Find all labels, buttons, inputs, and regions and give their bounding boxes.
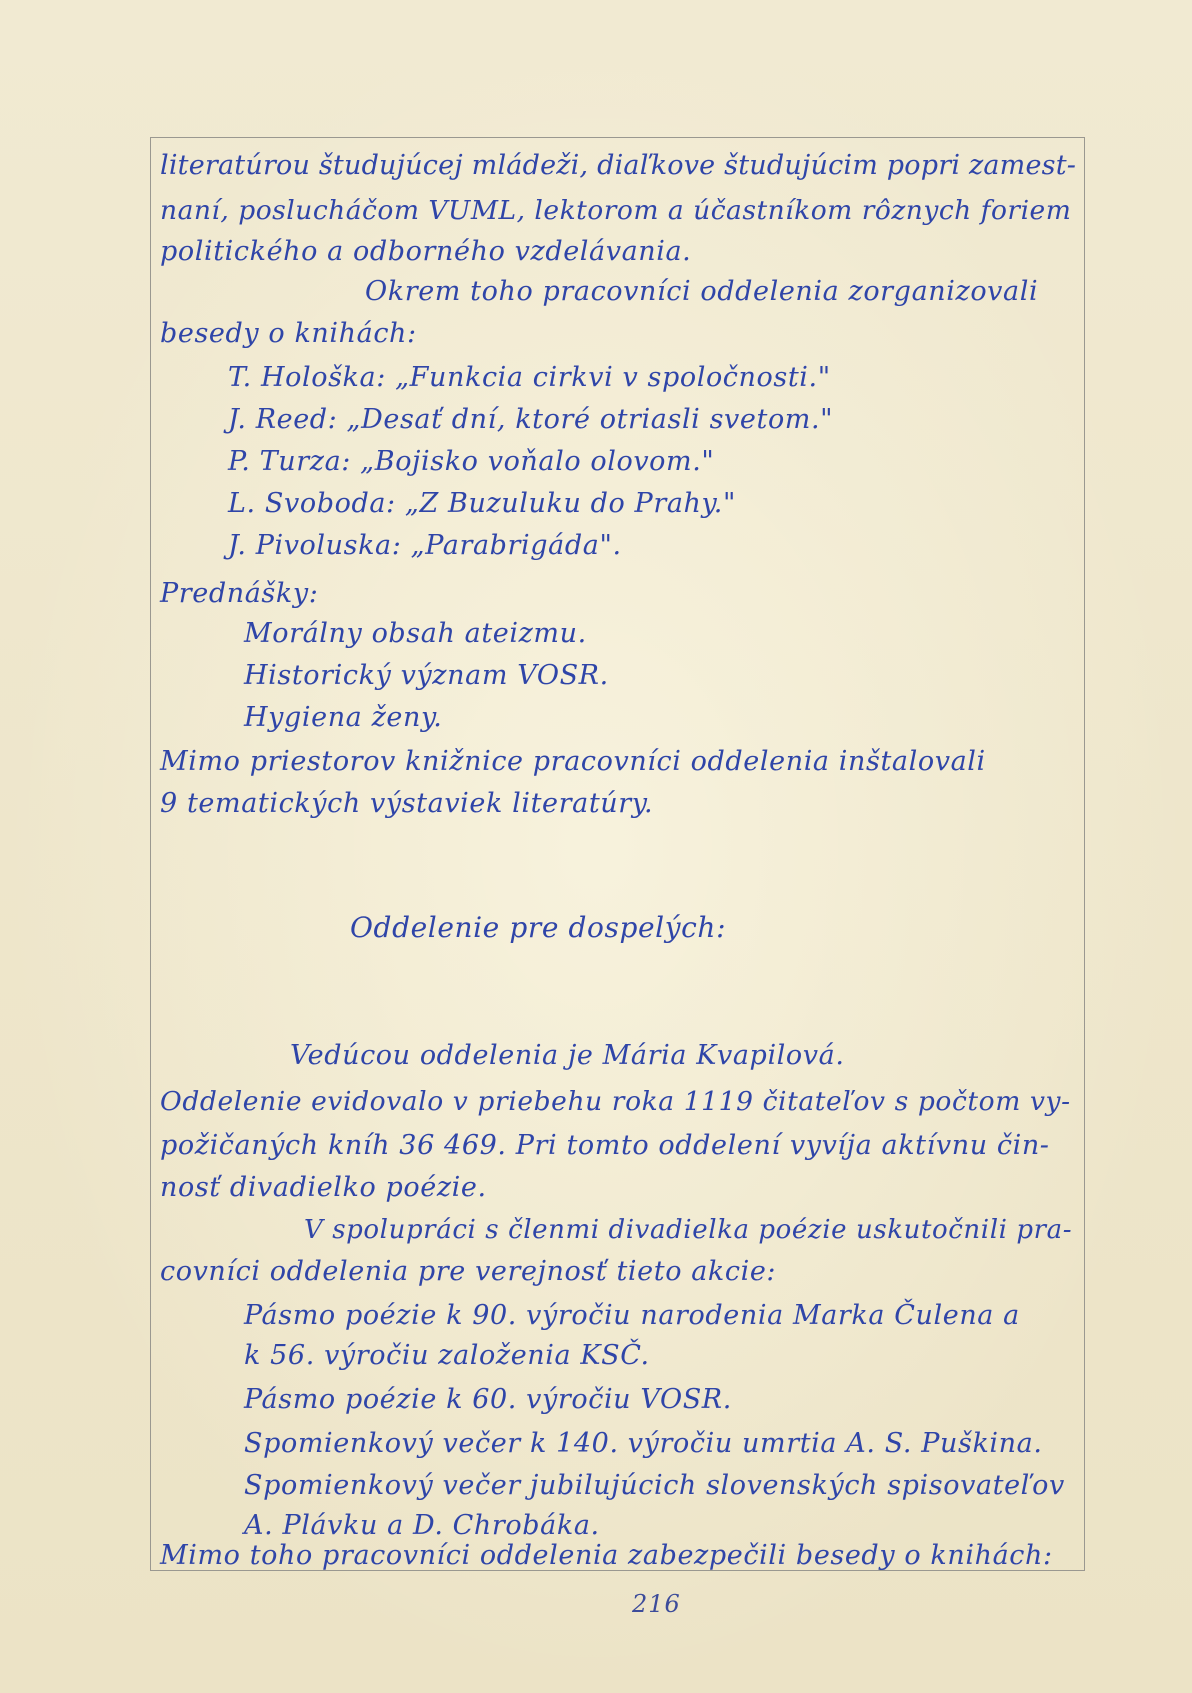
line-05: besedy o knihách: bbox=[160, 318, 417, 349]
line-15: Mimo priestorov knižnice pracovníci oddelenia inštalovali bbox=[160, 746, 986, 777]
line-09: L. Svoboda: „Z Buzuluku do Prahy." bbox=[228, 488, 736, 519]
line-11: Prednášky: bbox=[160, 578, 319, 609]
line-23: covníci oddelenia pre verejnosť tieto akcie: bbox=[160, 1256, 777, 1287]
line-08: P. Turza: „Bojisko voňalo olovom." bbox=[228, 446, 715, 477]
line-29: A. Plávku a D. Chrobáka. bbox=[244, 1510, 600, 1541]
line-01: literatúrou študujúcej mládeži, diaľkove študujúcim popri zamest- bbox=[160, 150, 1077, 181]
line-21: nosť divadielko poézie. bbox=[160, 1172, 487, 1203]
line-06: T. Hološka: „Funkcia cirkvi v spoločnosti." bbox=[228, 362, 831, 393]
line-14: Hygiena ženy. bbox=[244, 702, 443, 733]
line-07: J. Reed: „Desať dní, ktoré otriasli svetom." bbox=[228, 404, 834, 435]
line-16: 9 tematických výstaviek literatúry. bbox=[160, 788, 654, 819]
line-27: Spomienkový večer k 140. výročiu umrtia A. S. Puškina. bbox=[244, 1428, 1043, 1459]
line-19: Oddelenie evidovalo v priebehu roka 1119 čitateľov s počtom vy- bbox=[160, 1086, 1071, 1117]
line-03: politického a odborného vzdelávania. bbox=[160, 236, 692, 267]
line-12: Morálny obsah ateizmu. bbox=[244, 618, 587, 649]
line-04: Okrem toho pracovníci oddelenia zorganizovali bbox=[365, 276, 1039, 307]
line-26: Pásmo poézie k 60. výročiu VOSR. bbox=[244, 1384, 732, 1415]
page-number: 216 bbox=[632, 1590, 681, 1618]
line-13: Historický význam VOSR. bbox=[244, 660, 609, 691]
line-24: Pásmo poézie k 90. výročiu narodenia Marka Čulena a bbox=[244, 1300, 1020, 1331]
line-02: naní, poslucháčom VUML, lektorom a účastníkom rôznych foriem bbox=[160, 195, 1072, 226]
line-28: Spomienkový večer jubilujúcich slovenských spisovateľov bbox=[244, 1470, 1065, 1501]
line-10: J. Pivoluska: „Parabrigáda". bbox=[228, 530, 622, 561]
line-20: požičaných kníh 36 469. Pri tomto oddelení vyvíja aktívnu čin- bbox=[160, 1130, 1050, 1161]
line-30: Mimo toho pracovníci oddelenia zabezpečili besedy o knihách: bbox=[160, 1540, 1053, 1571]
line-22: V spolupráci s členmi divadielka poézie uskutočnili pra- bbox=[304, 1215, 1073, 1245]
line-25: k 56. výročiu založenia KSČ. bbox=[244, 1340, 650, 1371]
section-heading: Oddelenie pre dospelých: bbox=[350, 911, 727, 944]
line-18: Vedúcou oddelenia je Mária Kvapilová. bbox=[290, 1040, 845, 1071]
